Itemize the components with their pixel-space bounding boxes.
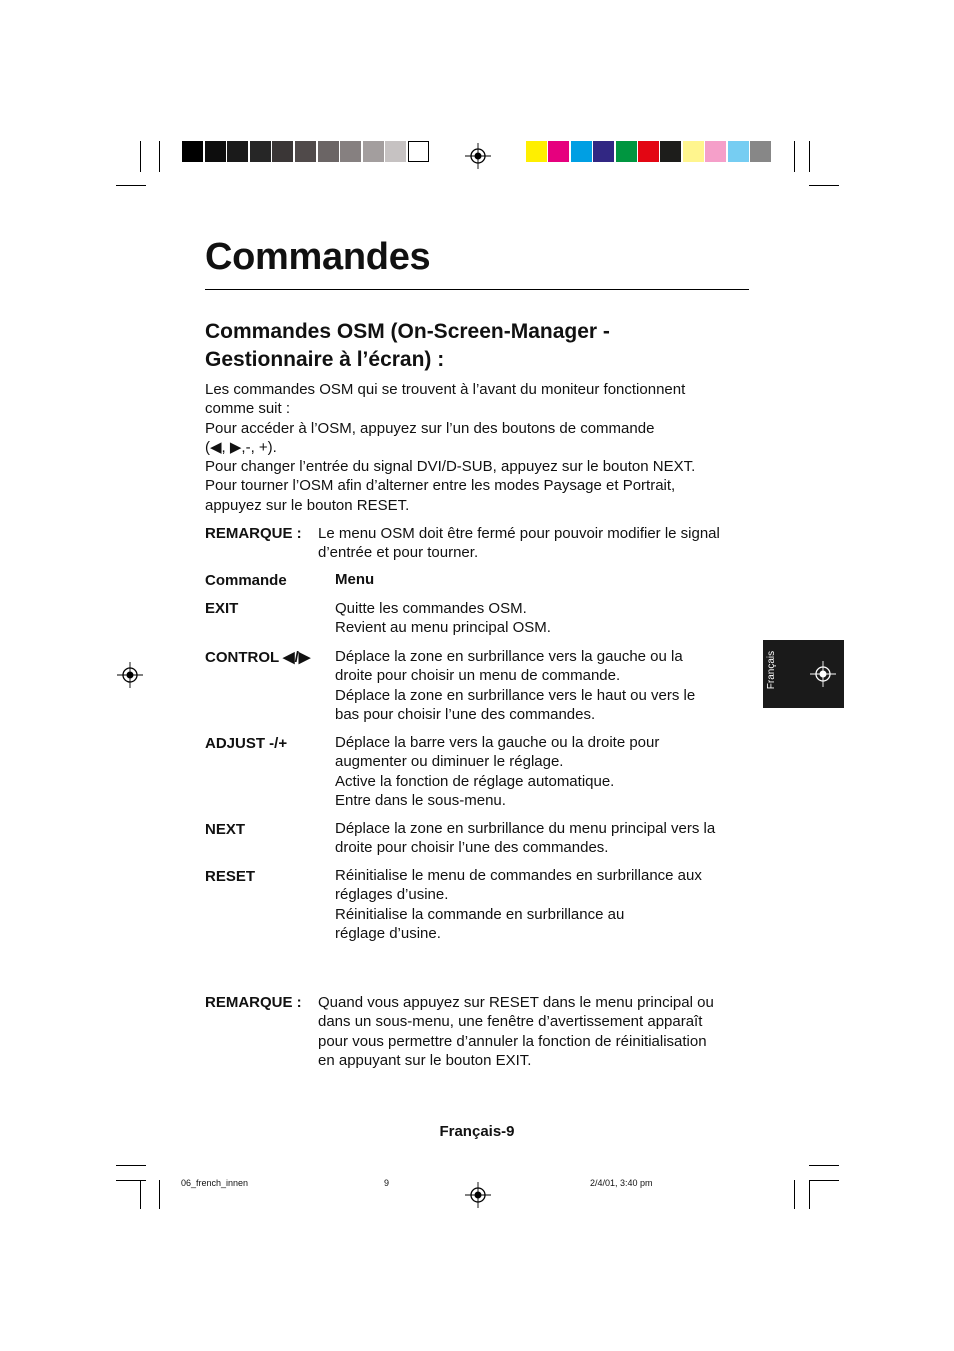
text-line: Revient au menu principal OSM. <box>335 619 551 637</box>
registration-mark-icon <box>809 660 837 688</box>
text-line: Réinitialise le menu de commandes en surbrillance aux <box>335 867 702 884</box>
section-heading-line: Commandes OSM (On-Screen-Manager - <box>205 320 610 343</box>
title-rule <box>205 289 749 290</box>
color-swatch <box>227 141 248 162</box>
slug-filename: 06_french_innen <box>181 1178 249 1188</box>
command-reset: RESET <box>205 868 256 885</box>
text-line: réglages d’usine. <box>335 886 449 904</box>
section-heading <box>205 318 765 374</box>
command-description <box>335 647 755 724</box>
text-line: bas pour choisir l’une des commandes. <box>335 705 596 723</box>
text-line: Pour accéder à l’OSM, appuyez sur l’un des boutons de commande <box>205 419 655 437</box>
language-side-tab <box>763 640 844 708</box>
color-swatch <box>638 141 659 162</box>
color-swatch <box>548 141 569 162</box>
text-line: droite pour choisir un menu de commande. <box>335 667 621 685</box>
text-line: Déplace la zone en surbrillance vers la gauche ou la <box>335 648 683 665</box>
section-heading-line: Gestionnaire à l’écran) : <box>205 348 445 371</box>
text-line: Entre dans le sous-menu. <box>335 791 506 809</box>
text-line: Quitte les commandes OSM. <box>335 600 527 617</box>
command-description <box>335 733 755 810</box>
text-line: appuyez sur le bouton RESET. <box>205 496 410 514</box>
text-line: (◀, ▶,-, +). <box>205 438 277 456</box>
column-header-command: Commande <box>205 572 287 589</box>
command-exit: EXIT <box>205 600 239 617</box>
text-line: Pour changer l’entrée du signal DVI/D-SUB, appuyez sur le bouton NEXT. <box>205 458 696 476</box>
page-number: Français-9 <box>439 1123 515 1140</box>
slug-date: 2/4/01, 3:40 pm <box>590 1178 653 1188</box>
color-swatch <box>660 141 681 162</box>
color-swatch <box>295 141 316 162</box>
text-line: augmenter ou diminuer le réglage. <box>335 753 564 771</box>
text-line: en appuyant sur le bouton EXIT. <box>318 1051 532 1069</box>
color-swatch <box>683 141 704 162</box>
note-text <box>318 524 758 563</box>
color-swatch <box>250 141 271 162</box>
color-swatch <box>408 141 429 162</box>
command-description <box>335 599 755 638</box>
color-swatch <box>205 141 226 162</box>
command-description <box>335 819 755 858</box>
text-line: Quand vous appuyez sur RESET dans le menu principal ou <box>318 994 714 1011</box>
command-adjust: ADJUST -/+ <box>205 735 288 752</box>
slug-page: 9 <box>384 1178 390 1188</box>
column-header-menu: Menu <box>335 571 375 588</box>
text-line: droite pour choisir l’une des commandes. <box>335 839 609 857</box>
note-label: REMARQUE : <box>205 525 302 542</box>
color-swatch <box>571 141 592 162</box>
note-label: REMARQUE : <box>205 994 302 1011</box>
language-side-tab-label: Français <box>766 650 777 690</box>
text-line: Réinitialise la commande en surbrillance au <box>335 905 625 923</box>
text-line: Active la fonction de réglage automatique. <box>335 772 615 790</box>
color-swatch <box>705 141 726 162</box>
text-line: Déplace la barre vers la gauche ou la droite pour <box>335 734 660 751</box>
text-line: dans un sous-menu, une fenêtre d’avertissement apparaît <box>318 1013 703 1031</box>
color-swatch <box>750 141 771 162</box>
color-swatch <box>616 141 637 162</box>
color-swatch <box>272 141 293 162</box>
registration-mark-icon <box>464 1181 492 1209</box>
text-line: Le menu OSM doit être fermé pour pouvoir modifier le signal <box>318 525 720 542</box>
command-control: CONTROL ◀/▶ <box>205 649 311 666</box>
text-line: Déplace la zone en surbrillance vers le haut ou vers le <box>335 686 696 704</box>
color-swatch <box>340 141 361 162</box>
color-swatch <box>363 141 384 162</box>
intro-paragraph <box>205 380 765 515</box>
text-line: d’entrée et pour tourner. <box>318 544 479 562</box>
registration-mark-icon <box>116 661 144 689</box>
text-line: Les commandes OSM qui se trouvent à l’avant du moniteur fonctionnent <box>205 381 686 398</box>
text-line: Pour tourner l’OSM afin d’alterner entre les modes Paysage et Portrait, <box>205 477 676 495</box>
command-next: NEXT <box>205 821 246 838</box>
color-swatch <box>182 141 203 162</box>
text-line: Déplace la zone en surbrillance du menu principal vers la <box>335 820 716 837</box>
registration-mark-icon <box>464 142 492 170</box>
command-description <box>335 866 755 943</box>
color-swatch <box>526 141 547 162</box>
color-swatch <box>728 141 749 162</box>
color-swatch <box>318 141 339 162</box>
page-title: Commandes <box>205 236 431 278</box>
text-line: pour vous permettre d’annuler la fonction de réinitialisation <box>318 1032 707 1050</box>
color-swatch <box>593 141 614 162</box>
text-line: comme suit : <box>205 400 291 418</box>
note-text <box>318 993 758 1070</box>
color-swatch <box>385 141 406 162</box>
text-line: réglage d’usine. <box>335 924 441 942</box>
